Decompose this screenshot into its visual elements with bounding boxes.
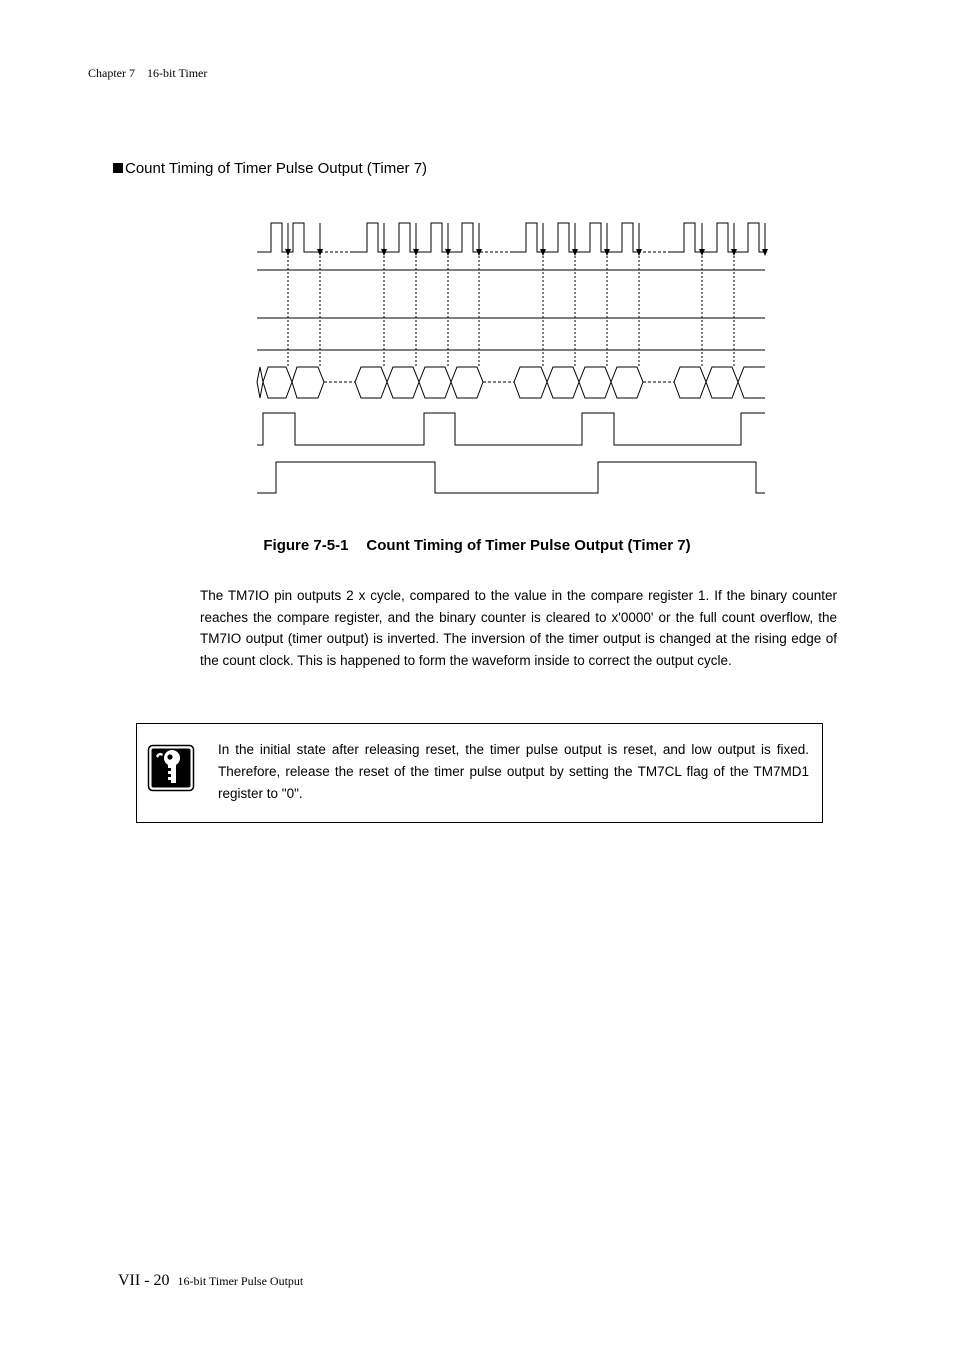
note-text: In the initial state after releasing reset, the timer pulse output is reset, and low output is fixed. Therefore, release the reset of the timer pulse output by setting the TM7CL flag of the TM7MD1 register to "0". <box>218 742 809 801</box>
page-number: VII - 20 <box>118 1272 170 1289</box>
count-clock-waveform <box>257 223 765 252</box>
timing-diagram <box>250 210 770 500</box>
section-heading <box>113 160 427 177</box>
section-heading-text: Count Timing of Timer Pulse Output (Timer 7) <box>125 160 428 177</box>
figure-caption <box>0 537 954 554</box>
page-footer <box>118 1272 303 1290</box>
square-bullet-icon <box>113 163 123 173</box>
running-header <box>88 66 207 81</box>
footer-section-title: 16-bit Timer Pulse Output <box>177 1274 304 1288</box>
figure-number: Figure 7-5-1 <box>263 537 349 554</box>
note-box <box>136 723 823 823</box>
binary-counter-bus <box>257 367 765 398</box>
chapter-title: 16-bit Timer <box>147 66 208 80</box>
figure-title: Count Timing of Timer Pulse Output (Timer 7) <box>366 537 691 554</box>
match-pulse-waveform <box>257 413 765 445</box>
body-paragraph: The TM7IO pin outputs 2 x cycle, compared to the value in the compare register 1. If the binary counter reaches the compare register, and the binary counter is cleared to x'0000' or the full count overflow, the TM7IO output (timer output) is inverted. The inversion of the timer output is changed at the rising edge of the count clock. This is happened to form the waveform inside to correct the output cycle. <box>200 588 837 668</box>
key-icon <box>147 744 195 792</box>
timer-output-waveform <box>257 462 765 493</box>
chapter-number: Chapter 7 <box>88 66 135 80</box>
